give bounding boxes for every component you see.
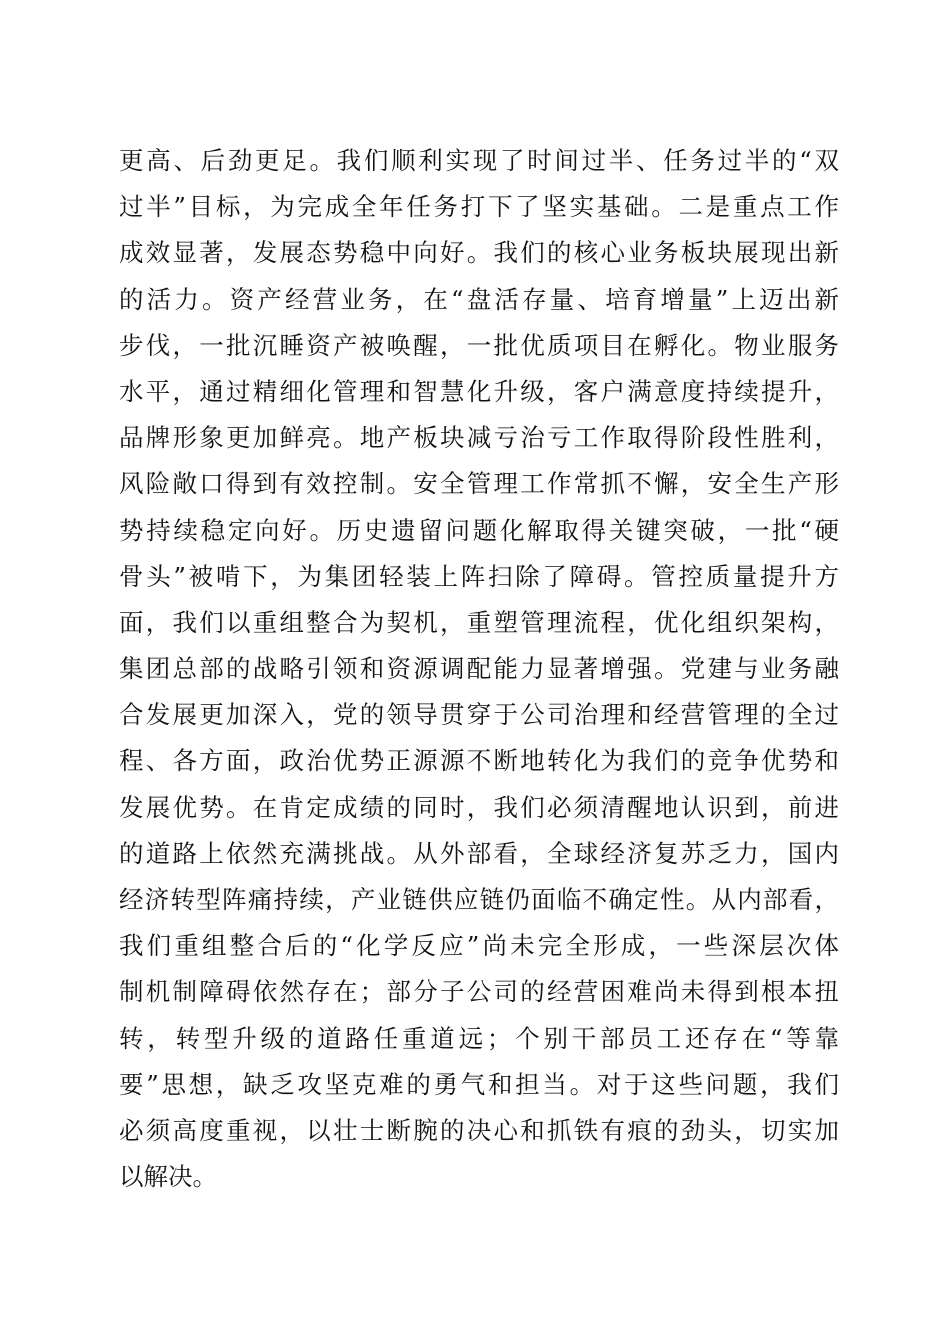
paragraph-line: 的道路上依然充满挑战。从外部看，全球经济复苏乏力，国内: [119, 838, 839, 868]
paragraph-line: 转，转型升级的道路任重道远；个别干部员工还存在“等靠: [119, 1023, 839, 1053]
paragraph-line: 集团总部的战略引领和资源调配能力显著增强。党建与业务融: [119, 654, 839, 684]
paragraph-line: 合发展更加深入，党的领导贯穿于公司治理和经营管理的全过: [119, 700, 839, 730]
paragraph-line-last: 以解决。: [119, 1162, 217, 1192]
paragraph-line: 步伐，一批沉睡资产被唤醒，一批优质项目在孵化。物业服务: [119, 330, 839, 360]
paragraph-line: 面，我们以重组整合为契机，重塑管理流程，优化组织架构，: [119, 607, 839, 637]
paragraph-line: 必须高度重视，以壮士断腕的决心和抓铁有痕的劲头，切实加: [119, 1115, 839, 1145]
paragraph-line: 的活力。资产经营业务，在“盘活存量、培育增量”上迈出新: [119, 284, 839, 314]
paragraph-line: 程、各方面，政治优势正源源不断地转化为我们的竞争优势和: [119, 746, 839, 776]
paragraph-line: 水平，通过精细化管理和智慧化升级，客户满意度持续提升，: [119, 376, 839, 406]
paragraph-line: 成效显著，发展态势稳中向好。我们的核心业务板块展现出新: [119, 238, 839, 268]
paragraph-line: 品牌形象更加鲜亮。地产板块减亏治亏工作取得阶段性胜利，: [119, 423, 839, 453]
paragraph-line: 我们重组整合后的“化学反应”尚未完全形成，一些深层次体: [119, 931, 839, 961]
paragraph-line: 骨头”被啃下，为集团轻装上阵扫除了障碍。管控质量提升方: [119, 561, 839, 591]
paragraph-line: 过半”目标，为完成全年任务打下了坚实基础。二是重点工作: [119, 192, 839, 222]
paragraph-line: 风险敞口得到有效控制。安全管理工作常抓不懈，安全生产形: [119, 469, 839, 499]
paragraph-line: 制机制障碍依然存在；部分子公司的经营困难尚未得到根本扭: [119, 977, 839, 1007]
paragraph-line: 发展优势。在肯定成绩的同时，我们必须清醒地认识到，前进: [119, 792, 839, 822]
paragraph-line: 经济转型阵痛持续，产业链供应链仍面临不确定性。从内部看，: [119, 885, 839, 914]
paragraph-line: 更高、后劲更足。我们顺利实现了时间过半、任务过半的“双: [119, 146, 839, 175]
paragraph-line: 要”思想，缺乏攻坚克难的勇气和担当。对于这些问题，我们: [119, 1069, 839, 1099]
paragraph-line: 势持续稳定向好。历史遗留问题化解取得关键突破，一批“硬: [119, 515, 839, 545]
body-paragraph: [119, 138, 839, 1200]
